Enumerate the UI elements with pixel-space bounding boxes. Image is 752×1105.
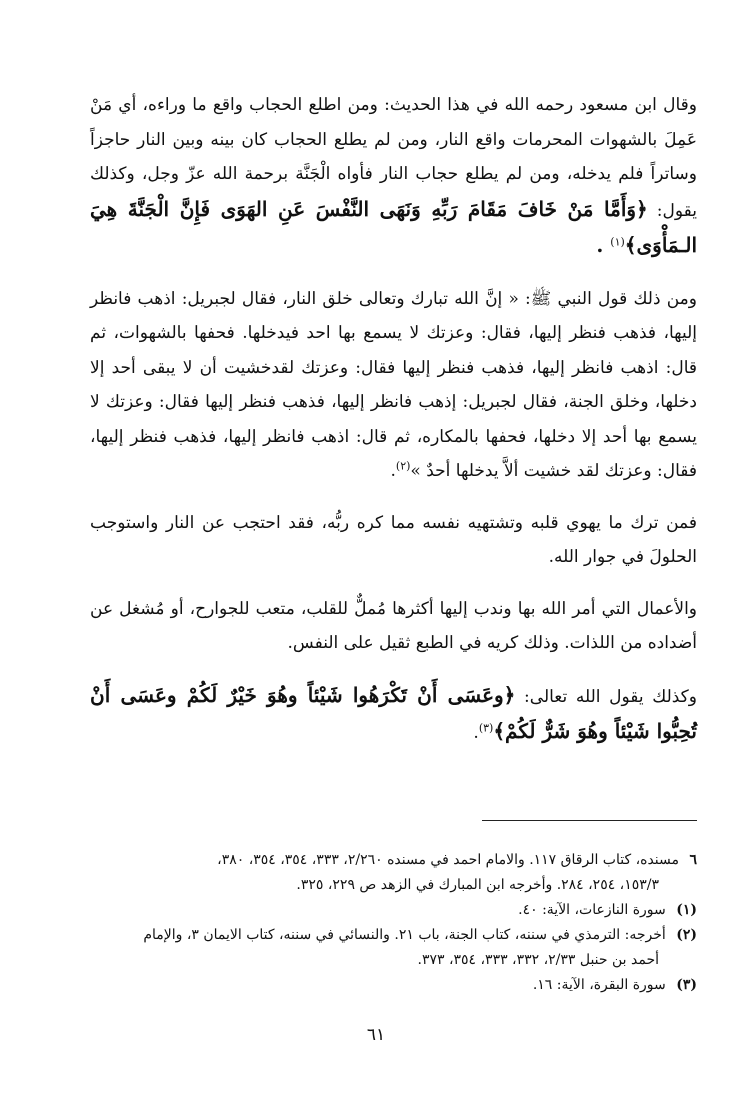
footnote-continued (90, 848, 697, 873)
paragraph-3-text: فمن ترك ما يهوي قلبه وتشتهيه نفسه مما كره ربُّه، فقد احتجب عن النار واستوجب الحلولَ في جوار الله. (90, 512, 697, 567)
paragraph-1 (90, 88, 697, 265)
footnote-1-marker: (١) (676, 902, 697, 918)
footnote-1 (90, 898, 697, 923)
footnote-3 (90, 973, 697, 998)
footnote-continued-cont (90, 873, 697, 898)
footnote-continued-line-2: ١٥٣/٣، ٢٥٤، ٢٨٤. وأخرجه ابن المبارك في الزهد ص ٢٢٩، ٣٢٥. (296, 877, 659, 893)
paragraph-1-text: وقال ابن مسعود رحمه الله في هذا الحديث: ومن اطلع الحجاب واقع ما وراءه، أي مَنْ عَمِلَ بالشهوات المحرمات واقع النار، ومن لم يطلع الحجاب كان بينه وبين النار حاجزاً وساتراً فلم يدخله، ومن لم يطلع حجاب النار فأواه الْجَنَّة برحمة الله عزّ وجل، وكذلك يقول: (90, 95, 697, 221)
footnote-2-line-1: أخرجه: الترمذي في سننه، كتاب الجنة، باب ٢١. والنسائي في سننه، كتاب الايمان ٣، والإمام (143, 927, 666, 943)
footnote-ref-1: (١) (610, 235, 625, 249)
paragraph-1-end: . (596, 233, 611, 257)
footnote-2 (90, 923, 697, 948)
paragraph-5-text: وكذلك يقول الله تعالى: (515, 686, 697, 707)
footnote-2-marker: (٢) (676, 927, 697, 943)
paragraph-4 (90, 592, 697, 661)
footnote-3-marker: (٣) (676, 977, 697, 993)
page-number: ٦١ (366, 1025, 386, 1045)
footnote-divider (482, 820, 697, 821)
paragraph-5-end: . (473, 723, 479, 743)
paragraph-2-text: ومن ذلك قول النبي ﷺ: « إنَّ الله تبارك وتعالى خلق النار، فقال لجبريل: اذهب فانظر إليها، فذهب فنظر إليها، فقال: وعزتك لا يسمع بها احد فيدخلها. فحفها بالشهوات، ثم قال: اذهب فانظر إليها، فذهب فنظر إليها فقال: وعزتك لقدخشيت أن لا يبقى أحد إلا دخلها، وخلق الجنة، فقال لجبريل: إذهب فانظر إليها، فذهب فنظر إليها فقال: وعزتك لا يسمع بها أحد إلا دخلها، فحفها بالمكاره، ثم قال: اذهب فانظر إليها، فذهب فنظر إليها، فقال: وعزتك لقد خشيت ألاَّ يدخلها أحدٌ » (90, 288, 697, 481)
quran-verse-2: ﴿وعَسَى أَنْ تَكْرَهُوا شَيْئاً وهُوَ خَيْرٌ لَكُمْ وعَسَى أَنْ تُحِبُّوا شَيْئاً وهُوَ شَرٌّ لَكُمْ﴾ (90, 682, 697, 743)
footnote-3-text: سورة البقرة، الآية: ١٦. (532, 977, 666, 993)
footnote-2-line-2: أحمد بن حنبل ٢/٣٣، ٣٣٢، ٣٣٣، ٣٥٤، ٣٧٣. (417, 952, 659, 968)
footnote-ref-3: (٣) (478, 721, 494, 735)
footnote-continued-line-1: مسنده، كتاب الرقاق ١١٧. والامام احمد في مسنده ٢/٢٦٠، ٣٣٣، ٣٥٤، ٣٥٤، ٣٨٠، (217, 852, 680, 868)
footnote-ref-2: (٢) (395, 459, 411, 473)
footnote-2-cont (90, 948, 697, 973)
paragraph-5 (90, 678, 697, 751)
paragraph-2-end: . (390, 461, 396, 481)
main-text (90, 88, 697, 751)
footnote-continued-marker: ٦ (689, 852, 697, 868)
paragraph-4-text: والأعمال التي أمر الله بها وندب إليها أكثرها مُملٌّ للقلب، متعب للجوارح، أو مُشغل عن أضداده من اللذات. وذلك كريه في الطبع ثقيل على النفس. (90, 598, 697, 653)
paragraph-3 (90, 506, 697, 575)
footnote-1-text: سورة النازعات، الآية: ٤٠. (518, 902, 666, 918)
paragraph-2 (90, 282, 697, 489)
footnotes (90, 848, 697, 998)
quran-verse-1: ﴿وَأَمَّا مَنْ خَافَ مَقَامَ رَبِّهِ وَنَهَى النَّفْسَ عَنِ الهَوَى فَإِنَّ الْجَنَّةَ هِيَ الـمَأْوَى﴾ (90, 196, 697, 257)
